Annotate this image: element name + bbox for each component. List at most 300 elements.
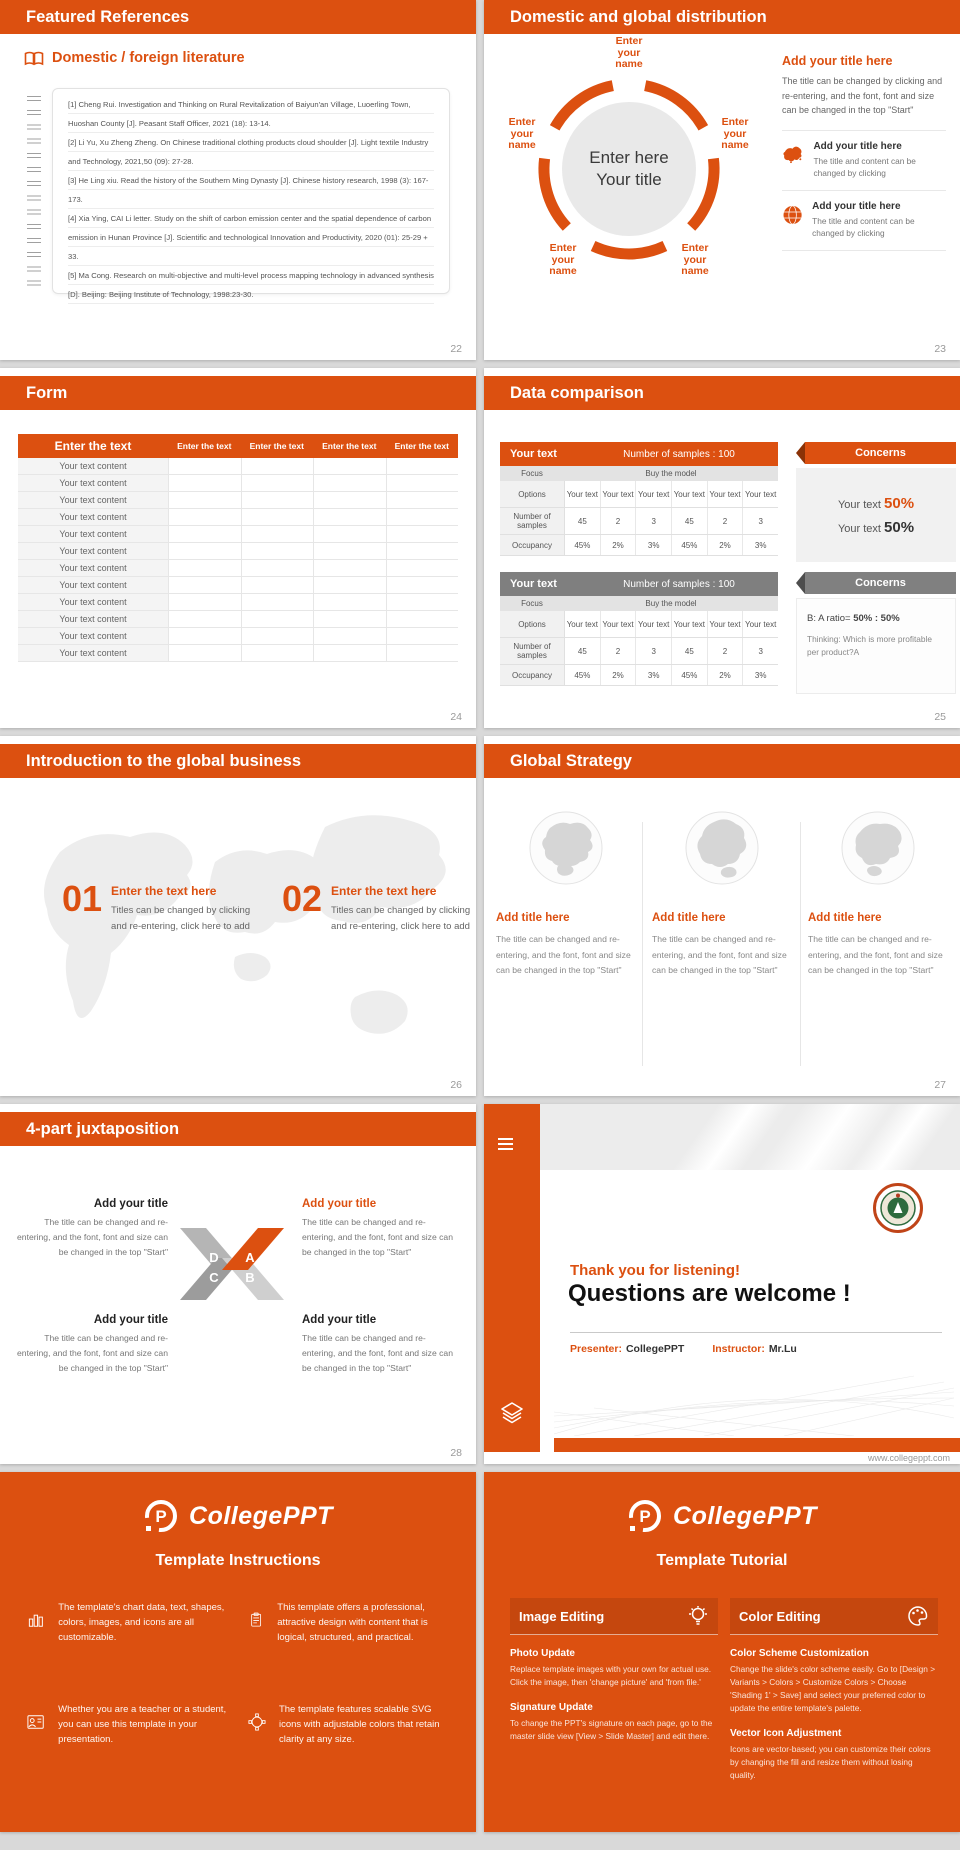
strategy-column [496,810,636,979]
wireframe-mesh-decoration [554,1354,954,1436]
column-title: Add title here [808,912,882,924]
text-block-bottom-right [302,1314,458,1376]
concern-value: 50% [884,518,915,536]
row-label-cell: Your text content [18,645,169,661]
slide-29-thank-you[interactable] [484,1104,960,1464]
table-row [18,543,458,560]
instruction-text: Whether you are a teacher or a student, you can use this template in your presentation. [58,1704,227,1745]
value-cell: 2 [708,638,744,664]
tutorial-column-header [510,1598,718,1635]
concern-text: Your text [837,522,881,535]
page-number: 22 [450,343,462,355]
x-ribbon-diagram-icon [174,1214,290,1314]
value-cell: 45% [565,535,601,555]
slide-28-four-part-juxtaposition[interactable] [0,1104,476,1464]
column-body: The title can be changed and re-entering, and the font, font and size can be changed in the top "Start" [808,934,943,975]
item-body: Titles can be changed by clicking and re-entering, click here to add [331,905,471,932]
empty-cell [242,628,315,644]
concern-line [838,519,914,536]
ribbon-letter-d: D [209,1250,219,1265]
ribbon-letter-b: B [245,1270,255,1285]
value-cell: 2% [708,535,744,555]
value-cell: 2 [601,638,637,664]
thanks-line: Thank you for listening! [570,1262,741,1279]
column-divider [800,822,801,1066]
option-cell: Your text [601,481,637,507]
column-body: The title can be changed and re-entering, and the font, font and size can be changed in the top "Start" [496,934,631,975]
column-title: Add title here [652,912,726,924]
focus-row [500,466,778,481]
option-cell: Your text [672,611,708,637]
bottom-accent-bar [554,1438,960,1452]
table-body [18,458,458,662]
ratio-value: 50% : 50% [853,613,900,624]
table-row [18,509,458,526]
globe-icon [528,810,604,886]
list-item-text [813,141,946,180]
table-row [18,577,458,594]
row-label-cell: Your text content [18,543,169,559]
empty-cell [242,594,315,610]
text-block-bottom-left [12,1314,168,1376]
strategy-column [652,810,792,979]
samples-row [500,638,778,665]
concern-text: Your text [837,498,881,511]
bulb-icon [687,1605,709,1627]
references-box [52,88,450,299]
globe-icon [840,810,916,886]
credits-row [570,1343,797,1355]
empty-cell [242,526,315,542]
slide-title-bar: Domestic and global distribution [484,0,960,34]
presenter [570,1343,684,1355]
focus-label: Focus [521,469,543,478]
thinking-line: Thinking: Which is more profitable per product?A [807,634,932,657]
empty-cell [242,543,315,559]
block-title: Add your title [93,1198,168,1210]
numbered-item [62,878,267,935]
empty-cell [387,628,459,644]
focus-row [500,596,778,611]
value-cell: 3% [636,535,672,555]
empty-cell [242,475,315,491]
value-cell: 3 [636,638,672,664]
value-cell: 3% [636,665,672,685]
card-heading: Template Tutorial [656,1552,788,1569]
ring-center-placeholder [562,102,696,236]
empty-cell [169,458,242,474]
ring-center-line1: Enter here [589,148,669,167]
empty-cell [314,594,387,610]
column-header: Enter the text [177,441,232,451]
empty-cell [387,509,459,525]
row-label-cell: Your text content [18,594,169,610]
option-cell: Your text [745,619,777,629]
value-cell: 45% [672,535,708,555]
teacher-card-icon [26,1702,45,1742]
empty-cell [169,628,242,644]
section-title: Domestic / foreign literature [52,50,245,66]
tutorial-section-title: Signature Update [510,1702,593,1713]
page-number: 27 [934,1079,946,1091]
add-title-heading: Add your title here [782,54,893,68]
value-cell: 2% [601,665,637,685]
brand-logo [484,1498,960,1534]
empty-cell [387,611,459,627]
chart-columns-icon [26,1600,45,1640]
tutorial-column-color-editing [730,1598,938,1782]
column-header: Enter the text [394,441,449,451]
slide-title-bar: Global Strategy [484,744,960,778]
column-header: Enter the text [54,439,132,453]
column-body: The title can be changed and re-entering, and the font, font and size can be changed in the top "Start" [652,934,787,975]
options-row [500,611,778,638]
value-cell: 45 [672,508,708,534]
row-label-cell: Your text content [18,577,169,593]
slide-22-featured-references[interactable] [0,0,476,360]
option-cell: Your text [708,481,744,507]
tutorial-section-title: Color Scheme Customization [730,1648,869,1659]
empty-cell [242,492,315,508]
numbered-item [282,878,476,935]
empty-cell [242,560,315,576]
occupancy-row [500,535,778,556]
empty-cell [387,526,459,542]
add-title-body: The title can be changed by clicking and re-entering, and the font, font and size can be changed in the top "Start" [782,74,946,131]
collegeppt-logo-icon [627,1498,663,1534]
logo-letter: P [639,1507,651,1526]
empty-cell [169,560,242,576]
tutorial-column-image-editing [510,1598,718,1743]
value-cell: 3 [758,646,763,656]
option-cell: Your text [601,611,637,637]
empty-cell [314,628,387,644]
empty-cell [387,475,459,491]
row-label: Occupancy [500,535,565,555]
school-badge-icon [872,1182,924,1234]
concern-line [838,495,914,512]
slide-title-bar: Featured References [0,0,476,34]
ring-center-line2: Your title [596,170,662,189]
slide-24-form[interactable] [0,368,476,728]
instruction-item [26,1600,234,1645]
list-item-text [812,201,946,240]
empty-cell [169,526,242,542]
item-body: The title and content can be changed by clicking [812,215,915,238]
block-title: Add your title [302,1314,377,1326]
item-title: Enter the text here [331,884,437,898]
logo-letter: P [155,1507,167,1526]
tutorial-section-body: Icons are vector-based; you can customize their colors by changing the fill and resize them without losing quality. [730,1744,931,1780]
tutorial-column-title: Color Editing [739,1608,821,1624]
row-label: Number of samples [500,508,565,534]
block-title: Add your title [93,1314,168,1326]
value-cell: 45 [565,508,601,534]
empty-cell [169,577,242,593]
empty-cell [387,645,459,661]
text-block-top-right [302,1198,458,1260]
row-label: Options [500,481,565,507]
book-icon [24,51,44,66]
table-row [18,492,458,509]
empty-cell [387,560,459,576]
ratio-line [807,613,945,624]
reference-entry: [5] Ma Cong. Research on multi-objective and multi-level process mapping technology in advanced synthesis [D]. Beijing: Beijing Institute of Technology, 1998:23-30. [68,271,434,299]
ring-label: Enter your name [721,116,749,151]
concerns-callout-2 [796,572,956,694]
instructor-value: Mr.Lu [768,1343,797,1355]
samples-count: Number of samples : 100 [623,578,735,590]
table-header [500,442,778,466]
empty-cell [242,458,315,474]
slide-23-domestic-global-distribution[interactable] [484,0,960,360]
brand-name: CollegePPT [189,1501,333,1530]
empty-cell [169,645,242,661]
row-label-cell: Your text content [18,475,169,491]
row-label-cell: Your text content [18,611,169,627]
empty-cell [387,577,459,593]
item-number: 01 [62,878,103,919]
ring-label: Enter your name [615,35,643,70]
divider-line [570,1332,942,1333]
option-cell: Your text [672,481,708,507]
page-number: 24 [450,711,462,723]
china-map-icon [782,141,804,167]
slide-30-template-instructions[interactable] [0,1472,476,1832]
item-text [331,882,476,935]
table-row [18,560,458,577]
item-title: Add your title here [813,140,902,152]
strategy-column [808,810,948,979]
page-number: 25 [934,711,946,723]
empty-cell [242,645,315,661]
header-texture-band [484,1104,960,1174]
layers-icon [499,1400,525,1426]
block-body: The title can be changed and re-entering, and the font, font and size can be changed in the top "Start" [17,1333,168,1373]
value-cell: 2 [601,508,637,534]
empty-cell [387,492,459,508]
empty-cell [242,611,315,627]
empty-cell [387,543,459,559]
globe-icon [684,810,760,886]
page-number: 28 [450,1447,462,1459]
reference-entry: [3] He Ling xiu. Read the history of the Southern Ming Dynasty [J]. Chinese history research, 1998 (3): 167-173. [68,176,429,204]
row-label: Occupancy [500,665,565,685]
table-row [18,594,458,611]
column-divider [642,822,643,1066]
block-title: Add your title [302,1198,377,1210]
slide-31-template-tutorial[interactable] [484,1472,960,1832]
row-label-cell: Your text content [18,628,169,644]
instruction-item [248,1600,456,1645]
comparison-table-1 [500,442,778,556]
slide-26-global-business-intro[interactable] [0,736,476,1096]
value-cell: 2% [601,535,637,555]
focus-value: Buy the model [645,599,697,608]
empty-cell [169,492,242,508]
item-text [111,882,263,935]
table-name: Your text [510,578,557,590]
collegeppt-logo-icon [143,1498,179,1534]
options-row [500,481,778,508]
ribbon-letter-a: A [245,1250,255,1265]
focus-value: Buy the model [645,469,697,478]
row-label: Number of samples [500,638,565,664]
ratio-label: B: A ratio= [807,613,851,624]
option-cell: Your text [636,481,672,507]
slide-27-global-strategy[interactable] [484,736,960,1096]
presenter-label: Presenter: [570,1343,622,1355]
brand-name: CollegePPT [673,1501,817,1530]
row-label-cell: Your text content [18,560,169,576]
section-heading [24,50,245,66]
tutorial-section-body: Replace template images with your own for actual use. Click the image, then 'change picture' and 'from file.' [510,1664,712,1687]
instruction-text: The template features scalable SVG icons with adjustable colors that retain clarity at any size. [278,1704,440,1745]
table-header [500,572,778,596]
ring-label: Enter your name [681,242,709,277]
tutorial-section-title: Photo Update [510,1648,575,1659]
text-block-top-left [12,1198,168,1260]
instructor-label: Instructor: [712,1343,765,1355]
value-cell: 45% [565,665,601,685]
option-cell: Your text [565,611,601,637]
instruction-item [248,1702,456,1747]
globe-icon [782,201,803,229]
concerns-header: Concerns [805,572,956,594]
slide-title-bar: Introduction to the global business [0,744,476,778]
form-table [18,434,458,662]
focus-label: Focus [521,599,543,608]
empty-cell [242,509,315,525]
page-number: 23 [934,343,946,355]
hamburger-icon [498,1138,513,1153]
empty-cell [314,560,387,576]
empty-cell [169,611,242,627]
row-label-cell: Your text content [18,509,169,525]
item-title: Add your title here [812,200,901,212]
website-url: www.collegeppt.com [867,1453,950,1463]
empty-cell [314,526,387,542]
list-item [782,131,946,191]
ribbon-letter-c: C [209,1270,219,1285]
item-number: 02 [282,878,323,919]
concern-value: 50% [884,494,915,512]
table-name: Your text [510,448,557,460]
value-cell: 45 [565,638,601,664]
value-cell: 3 [636,508,672,534]
value-cell: 45% [672,665,708,685]
item-title: Enter the text here [111,884,217,898]
value-cell: 3% [754,670,767,680]
empty-cell [314,543,387,559]
presenter-value: CollegePPT [625,1343,685,1355]
reference-entry: [4] Xia Ying, CAI Li letter. Study on the shift of carbon emission center and the spatial dependence of carbon emission in Hunan Province [J]. Scientific and technological Innovation and Productivity, 2020 (01): 25-29 + 33. [68,214,432,261]
column-title: Add title here [496,912,570,924]
concerns-body [796,598,956,694]
concerns-callout-1 [796,442,956,562]
empty-cell [314,577,387,593]
value-cell: 45 [672,638,708,664]
vector-scale-icon [248,1702,266,1742]
empty-cell [242,577,315,593]
item-body: The title and content can be changed by clicking [813,155,916,178]
item-body: Titles can be changed by clicking and re-entering, click here to add [111,905,251,932]
right-column [782,54,946,251]
table-row [18,458,458,475]
empty-cell [387,594,459,610]
slide-title-bar: Data comparison [484,376,960,410]
empty-cell [314,492,387,508]
ring-label: Enter your name [549,242,577,277]
slide-title-bar: 4-part juxtaposition [0,1112,476,1146]
empty-cell [169,594,242,610]
column-header: Enter the text [249,441,304,451]
empty-cell [314,458,387,474]
tutorial-section-title: Vector Icon Adjustment [730,1728,842,1739]
empty-cell [314,645,387,661]
world-map-watermark-icon [0,792,476,1092]
table-row [18,475,458,492]
slide-title-bar: Form [0,376,476,410]
option-cell: Your text [565,481,601,507]
instructor [712,1343,797,1355]
page-number: 26 [450,1079,462,1091]
brand-logo [0,1498,476,1534]
palette-icon [907,1605,929,1627]
row-label-cell: Your text content [18,526,169,542]
option-cell: Your text [745,489,777,499]
block-body: The title can be changed and re-entering, and the font, font and size can be changed in the top "Start" [302,1217,453,1257]
block-body: The title can be changed and re-entering, and the font, font and size can be changed in the top "Start" [17,1217,168,1257]
ring-label: Enter your name [508,116,536,151]
row-label: Options [500,611,565,637]
value-cell: 3 [758,516,763,526]
concerns-header: Concerns [805,442,956,464]
reference-entry: [2] Li Yu, Xu Zheng Zheng. On Chinese traditional clothing products cloud shoulder [J]. Light textile Industry and Technology, 2021,50 (09): 27-28. [68,138,429,166]
table-row [18,645,458,662]
tutorial-column-header [730,1598,938,1635]
column-header: Enter the text [322,441,377,451]
reference-entry: [1] Cheng Rui. Investigation and Thinking on Rural Revitalization of Baiyun'an Village, Luoerling Town, Huoshan County [J]. Peasant Staff Officer, 2021 (18): 13-14. [68,100,411,128]
samples-count: Number of samples : 100 [623,448,735,460]
occupancy-row [500,665,778,686]
table-row [18,526,458,543]
slide-25-data-comparison[interactable] [484,368,960,728]
clipboard-icon [248,1600,264,1640]
empty-cell [169,509,242,525]
block-body: The title can be changed and re-entering, and the font, font and size can be changed in the top "Start" [302,1333,453,1373]
questions-line: Questions are welcome ! [568,1280,851,1307]
value-cell: 2% [708,665,744,685]
value-cell: 3% [754,540,767,550]
table-row [18,628,458,645]
table-row [18,611,458,628]
option-cell: Your text [708,611,744,637]
empty-cell [387,458,459,474]
samples-row [500,508,778,535]
concerns-body [796,468,956,562]
instruction-item [26,1702,234,1747]
tutorial-section-body: Change the slide's color scheme easily. Go to [Design > Variants > Colors > Customize Colors > Choose 'Shading 1' > Save] and select your preferred color to update the entire template's palette. [730,1664,936,1713]
list-item [782,191,946,251]
empty-cell [169,543,242,559]
tutorial-column-title: Image Editing [519,1608,605,1624]
tutorial-section-body: To change the PPT's signature on each page, go to the master slide view [View > Slide Master] and edit there. [510,1718,713,1741]
empty-cell [314,509,387,525]
empty-cell [169,475,242,491]
instruction-text: This template offers a professional, attractive design with content that is logical, structured, and practical. [277,1602,428,1643]
row-label-cell: Your text content [18,492,169,508]
